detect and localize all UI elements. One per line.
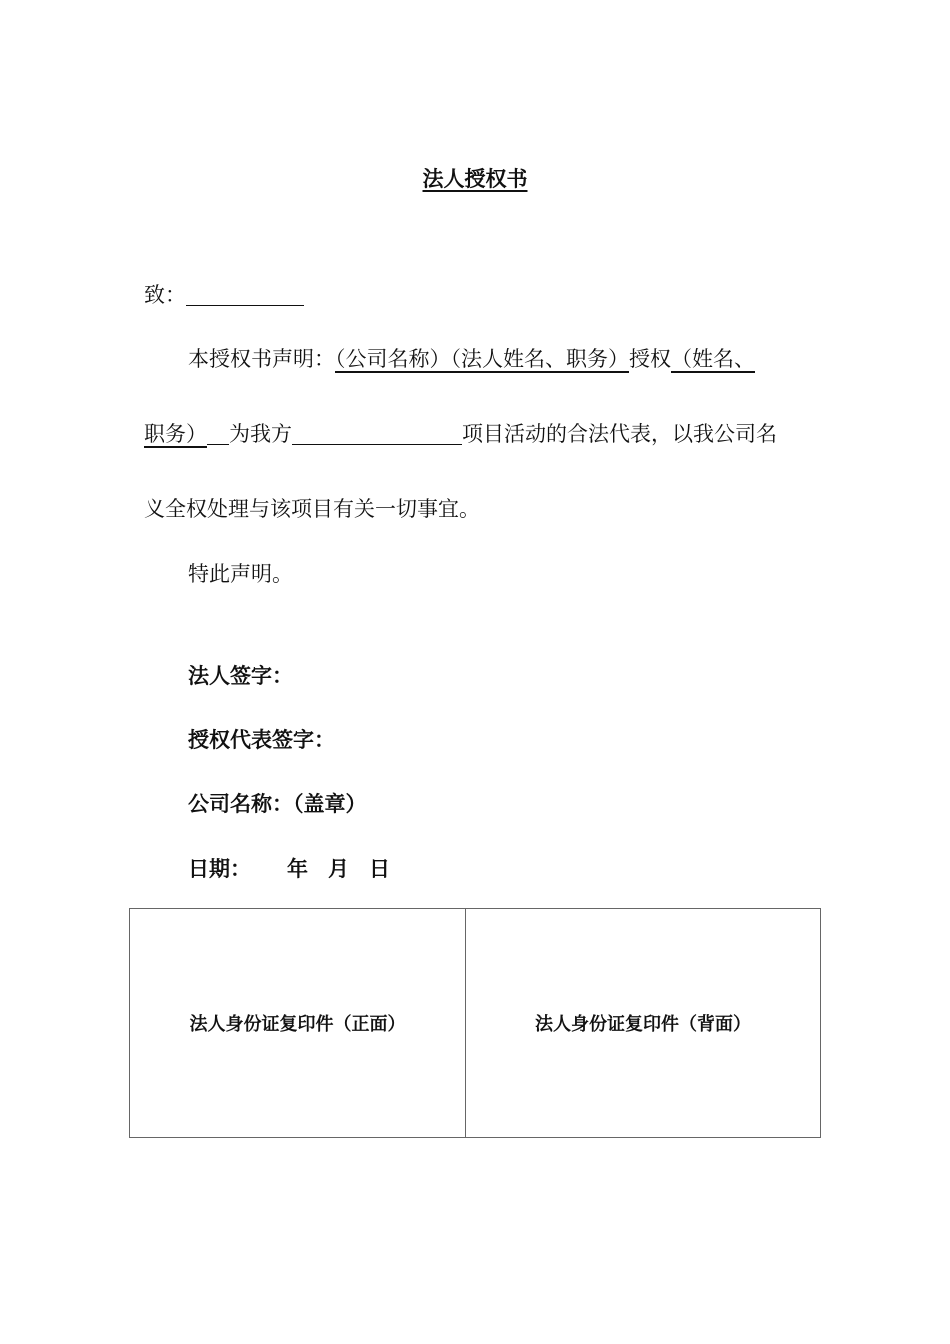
legal-rep-field: （法人姓名、职务） — [450, 347, 629, 371]
name-trailing-blank — [207, 422, 229, 445]
declaration-line-1 — [188, 345, 755, 373]
document-title: 法人授权书 — [422, 167, 528, 191]
declaration-suffix: 项目活动的合法代表，以我公司名 — [462, 422, 777, 446]
recipient-label: 致： — [144, 283, 186, 307]
company-name-field: （公司名称） — [335, 347, 451, 371]
declaration-middle: 为我方 — [229, 422, 292, 446]
authorized-rep-signature-label: 授权代表签字： — [188, 728, 335, 752]
id-copy-back-label: 法人身份证复印件（背面） — [535, 1014, 751, 1035]
legal-rep-signature-label: 法人签字： — [188, 664, 293, 688]
id-copy-table — [129, 908, 821, 1138]
recipient-line — [144, 281, 304, 309]
date-year: 年 — [287, 857, 308, 881]
project-name-blank[interactable] — [292, 422, 462, 445]
date-label: 日期： — [188, 857, 251, 881]
date-day: 日 — [369, 857, 390, 881]
id-copy-front-cell — [130, 909, 466, 1138]
recipient-blank[interactable] — [186, 283, 304, 306]
declaration-line-2 — [144, 420, 777, 448]
date-line — [188, 855, 390, 883]
id-copy-front-label: 法人身份证复印件（正面） — [189, 1014, 406, 1035]
authorized-name-field-part2: 职务） — [144, 422, 207, 446]
id-copy-back-cell — [466, 909, 821, 1138]
date-month: 月 — [328, 857, 349, 881]
company-name-seal-label: 公司名称：（盖章） — [188, 792, 367, 816]
hereby-statement: 特此声明。 — [188, 562, 293, 586]
authorized-name-field-part1: （姓名、 — [671, 347, 755, 371]
declaration-prefix: 本授权书声明： — [188, 347, 335, 371]
authorize-word: 授权 — [629, 347, 671, 371]
declaration-line-3: 义全权处理与该项目有关一切事宜。 — [144, 497, 480, 521]
